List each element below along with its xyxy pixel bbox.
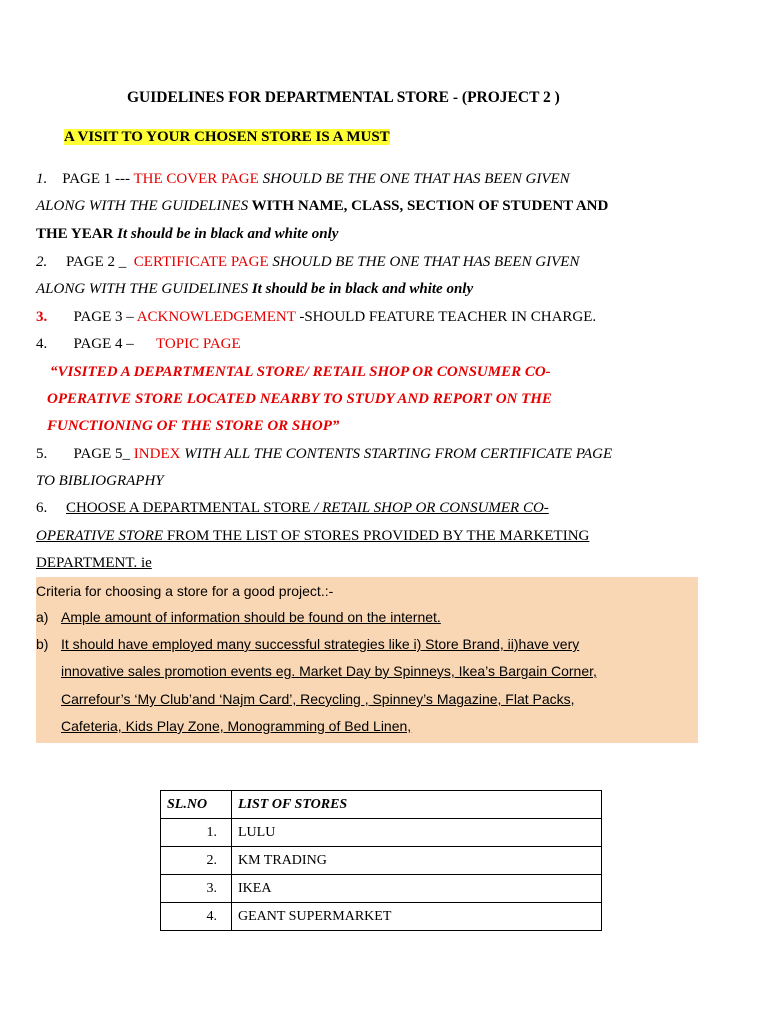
item-2-note: It should be in black and white only <box>251 281 474 297</box>
item-6-line-3: DEPARTMENT. ie <box>36 555 152 571</box>
header-list-of-stores: LIST OF STORES <box>232 791 602 819</box>
row-store: GEANT SUPERMARKET <box>232 903 602 931</box>
criteria-b-marker: b) <box>36 636 49 652</box>
item-5-text: WITH ALL THE CONTENTS STARTING FROM CERTIFICATE PAGE <box>180 446 613 462</box>
topic-quote-line-1: “VISITED A DEPARTMENTAL STORE/ RETAIL SHOP OR CONSUMER CO- <box>50 364 551 380</box>
item-5-line-2: TO BIBLIOGRAPHY <box>36 473 164 489</box>
table-header-row <box>161 791 602 819</box>
item-1-text: SHOULD BE THE ONE THAT HAS BEEN GIVEN <box>258 171 570 187</box>
criteria-b-line-1: It should have employed many successful strategies like i) Store Brand, ii)have very <box>61 636 580 652</box>
stores-table <box>160 790 602 931</box>
item-3-heading: ACKNOWLEDGEMENT <box>136 309 296 325</box>
item-2-page-label: PAGE 2 _ <box>66 254 131 270</box>
item-4-page-label: PAGE 4 – <box>73 336 134 352</box>
row-store: LULU <box>232 819 602 847</box>
item-1-line-2 <box>36 196 608 216</box>
criteria-a-text: Ample amount of information should be found on the internet. <box>61 609 441 625</box>
item-2-heading: CERTIFICATE PAGE <box>133 254 269 270</box>
row-number: 4. <box>161 903 232 931</box>
item-2-text-2: ALONG WITH THE GUIDELINES <box>36 281 252 297</box>
item-5-number: 5. <box>36 446 48 462</box>
item-3-number: 3. <box>36 309 48 325</box>
item-6-number: 6. <box>36 500 48 516</box>
item-1-text-2: ALONG WITH THE GUIDELINES <box>36 198 249 214</box>
item-1-page-label: PAGE 1 --- <box>62 171 131 187</box>
item-1-text-4: THE YEAR <box>36 226 118 242</box>
criteria-b-line-2: innovative sales promotion events eg. Market Day by Spinneys, Ikea’s Bargain Corner, <box>61 663 597 679</box>
criteria-heading: Criteria for choosing a store for a good project.:- <box>36 583 334 599</box>
item-1-text-3: WITH NAME, CLASS, SECTION OF STUDENT AND <box>248 198 609 214</box>
table-row <box>161 875 602 903</box>
criteria-a-marker: a) <box>36 609 49 625</box>
item-1-heading: THE COVER PAGE <box>130 171 259 187</box>
item-6-line-1 <box>36 498 549 518</box>
item-5-heading: INDEX <box>133 446 181 462</box>
item-5-page-label: PAGE 5_ <box>73 446 134 462</box>
page-title: GUIDELINES FOR DEPARTMENTAL STORE - (PROJECT 2 ) <box>127 89 560 106</box>
item-4-heading: TOPIC PAGE <box>156 336 241 352</box>
subtitle-highlight: A VISIT TO YOUR CHOSEN STORE IS A MUST <box>64 129 390 145</box>
item-3-text: -SHOULD FEATURE TEACHER IN CHARGE. <box>295 309 597 325</box>
row-number: 3. <box>161 875 232 903</box>
row-number: 2. <box>161 847 232 875</box>
item-6-text-3: OPERATIVE STORE <box>36 528 164 544</box>
page-subtitle <box>64 129 390 146</box>
row-store: IKEA <box>232 875 602 903</box>
item-4-number: 4. <box>36 336 48 352</box>
item-6-text-4: FROM THE LIST OF STORES PROVIDED BY THE MARKETING <box>163 528 590 544</box>
item-1-note: It should be in black and white only <box>117 226 339 242</box>
criteria-b-line-3: Carrefour’s ‘My Club’and ‘Najm Card’, Recycling , Spinney’s Magazine, Flat Packs, <box>61 691 575 707</box>
criteria-a <box>36 607 48 627</box>
item-4-line <box>36 334 241 354</box>
table-row <box>161 847 602 875</box>
item-2-line-1 <box>36 252 579 272</box>
topic-quote-line-2: OPERATIVE STORE LOCATED NEARBY TO STUDY AND REPORT ON THE <box>47 391 552 407</box>
row-number: 1. <box>161 819 232 847</box>
table-row <box>161 819 602 847</box>
item-2-text: SHOULD BE THE ONE THAT HAS BEEN GIVEN <box>268 254 580 270</box>
header-sl-no: SL.NO <box>161 791 232 819</box>
table-row <box>161 903 602 931</box>
item-5-line-1 <box>36 444 612 464</box>
item-6-text-2: / RETAIL SHOP OR CONSUMER CO- <box>310 500 549 516</box>
item-6-line-2 <box>36 526 589 546</box>
topic-quote-line-3: FUNCTIONING OF THE STORE OR SHOP” <box>47 418 340 434</box>
item-1-line-3 <box>36 224 338 244</box>
item-1-line-1 <box>36 169 570 189</box>
item-2-line-2 <box>36 279 473 299</box>
row-store: KM TRADING <box>232 847 602 875</box>
item-3-page-label: PAGE 3 – <box>73 309 137 325</box>
item-3-line <box>36 307 596 327</box>
item-1-number: 1. <box>36 171 48 187</box>
criteria-b-line-4: Cafeteria, Kids Play Zone, Monogramming of Bed Linen, <box>61 718 412 734</box>
item-2-number: 2. <box>36 254 48 270</box>
item-6-text: CHOOSE A DEPARTMENTAL STORE <box>66 500 311 516</box>
